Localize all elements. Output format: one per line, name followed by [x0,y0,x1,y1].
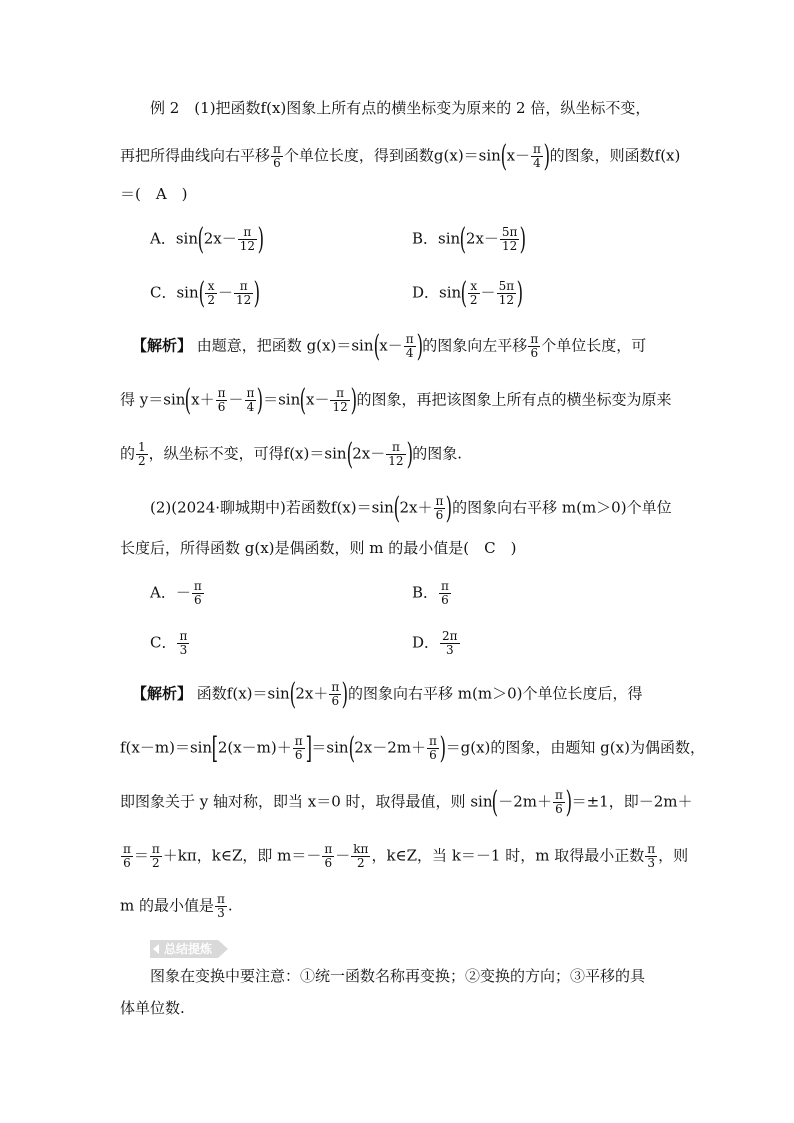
solution-line: f(x－m)＝sin[2(x－m)＋ $\frac{\pi}{6}$ ]＝sin(2x－2m＋ $\frac{\pi}{6}$ )＝g(x)的图象，由题知 g(x)为偶函数， [120,730,705,766]
solution-line: $\frac{\pi}{6}$ ＝ $\frac{\pi}{2}$ ＋kπ，k∈Z，即 m＝－ $\frac{\pi}{6}$ － $\frac{k\pi}{2}$ ，k∈Z，当 k＝－1 时，m 取得最小正数 $\frac{\pi}{3}$ ，则 [123,842,689,870]
summary-tag: 总结提炼 [150,940,218,958]
solution-line: 【解析】 由题意，把函数 g(x)＝sin(x－ $\frac{\pi}{4}$ )的图象向左平移 $\frac{\pi}{6}$ 个单位长度，可 [132,328,647,364]
option-d: D． $\frac{2\pi}{3}$ [412,629,458,657]
solution-line: 即图象关于 y 轴对称，即当 x＝0 时，取得最值，则 sin(－2m＋ $\frac{\pi}{6}$ )＝±1，即－2m＋ [120,784,693,820]
option-d: D．sin( $\frac{x}{2}$ － $\frac{5\pi}{12}$ ) [412,275,524,311]
summary-line: 体单位数. [120,999,185,1017]
example-line: 例 2 (1)把函数f(x)图象上所有点的横坐标变为原来的 2 倍，纵坐标不变， [150,99,651,117]
option-c: C． $\frac{\pi}{3}$ [150,629,188,657]
solution-label: 【解析】 [132,336,193,355]
option-a: A．sin(2x－ $\frac{\pi}{12}$ ) [150,221,265,257]
solution-line: m 的最小值是 $\frac{\pi}{3}$ . [120,892,233,920]
option-a: A．－ $\frac{\pi}{6}$ [150,579,202,607]
summary-line: 图象在变换中要注意：①统一函数名称再变换；②变换的方向；③平移的具 [150,967,646,985]
example-line: 长度后，所得函数 g(x)是偶函数，则 m 的最小值是( C ) [120,539,517,557]
example-line: 再把所得曲线向右平移 $\frac{\pi}{6}$ 个单位长度，得到函数g(x)＝sin(x－ $\frac{\pi}{4}$ )的图象，则函数f(x) [120,138,681,174]
example-line: (2)(2024·聊城期中)若函数f(x)＝sin(2x＋ $\frac{\pi}{6}$ )的图象向右平移 m(m＞0)个单位 [150,490,672,526]
solution-label: 【解析】 [132,684,193,703]
option-b: B．sin(2x－ $\frac{5\pi}{12}$ ) [412,221,527,257]
option-c: C．sin( $\frac{x}{2}$ － $\frac{\pi}{12}$ ) [150,275,261,311]
solution-line: 的 $\frac{1}{2}$ ，纵坐标不变，可得f(x)＝sin(2x－ $\frac{\pi}{12}$ )的图象. [120,436,463,472]
answer-line: ＝( A ) [120,185,188,203]
solution-line: 得 y＝sin(x＋ $\frac{\pi}{6}$ － $\frac{\pi}{4}$ )＝sin(x－ $\frac{\pi}{12}$ )的图象，再把该图象上所有点的横坐标变为原来 [120,382,672,418]
solution-line: 【解析】 函数f(x)＝sin(2x＋ $\frac{\pi}{6}$ )的图象向右平移 m(m＞0)个单位长度后，得 [132,676,643,712]
option-b: B． $\frac{\pi}{6}$ [412,579,449,607]
